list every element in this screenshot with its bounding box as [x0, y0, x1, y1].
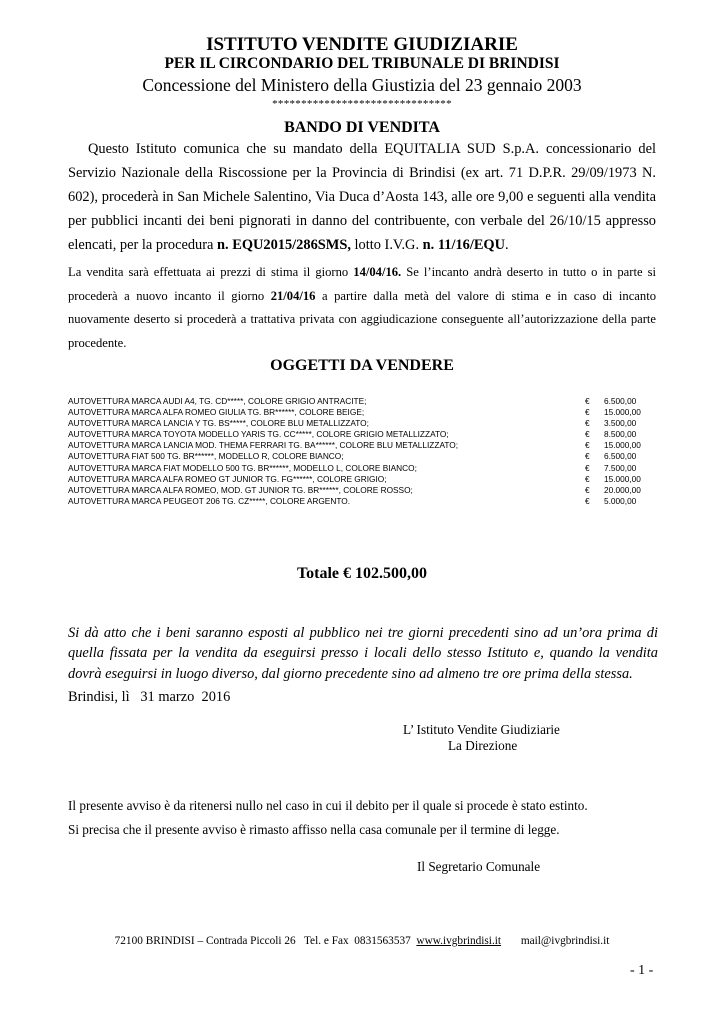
item-price: 8.500,00: [604, 429, 637, 440]
place-and-date: Brindisi, lì 31 marzo 2016: [68, 689, 231, 705]
item-price: 15.000,00: [604, 407, 641, 418]
item-currency: €: [585, 440, 590, 451]
lotto-code: n. 11/16/EQU: [422, 237, 506, 253]
item-price: 7.500,00: [604, 462, 637, 473]
item-description: AUTOVETTURA MARCA ALFA ROMEO GIULIA TG. BR******, COLORE BEIGE;: [68, 407, 365, 418]
item-currency: €: [585, 407, 590, 418]
item-currency: €: [585, 495, 590, 506]
list-item: [68, 429, 648, 440]
item-description: AUTOVETTURA MARCA TOYOTA MODELLO YARIS TG. CC*****, COLORE GRIGIO METALLIZZATO;: [68, 429, 449, 440]
item-description: AUTOVETTURA MARCA FIAT MODELLO 500 TG. BR******, MODELLO L, COLORE BIANCO;: [68, 462, 417, 473]
item-price: 15.000,00: [604, 473, 641, 484]
header-separator: *******************************: [272, 98, 452, 110]
header-subtitle: PER IL CIRCONDARIO DEL TRIBUNALE DI BRINDISI: [164, 55, 560, 72]
total-amount: Totale € 102.500,00: [296, 565, 428, 582]
item-description: AUTOVETTURA MARCA ALFA ROMEO, MOD. GT JUNIOR TG. BR******, COLORE ROSSO;: [68, 484, 413, 495]
item-description: AUTOVETTURA MARCA LANCIA MOD. THEMA FERRARI TG. BA******, COLORE BLU METALLIZZATO;: [68, 440, 459, 451]
footer-address: 72100 BRINDISI – Contrada Piccoli 26 Tel. e Fax 0831563537: [114, 935, 417, 947]
list-item: [68, 463, 648, 474]
item-description: AUTOVETTURA MARCA PEUGEOT 206 TG. CZ*****, COLORE ARGENTO.: [68, 495, 351, 506]
header-title: ISTITUTO VENDITE GIUDIZIARIE: [206, 34, 518, 55]
list-item: [68, 418, 648, 429]
item-currency: €: [585, 462, 590, 473]
bando-paragraph-2: [68, 261, 656, 356]
list-item: [68, 440, 648, 451]
para2-part-c: a partire dalla metà del valore di stima e in caso di incanto nuovamente deserto si procederà a trattativa privata con aggiudicazione conseguente all’autorizzazione della parte procedente.: [68, 288, 656, 351]
item-description: AUTOVETTURA MARCA LANCIA Y TG. BS*****, COLORE BLU METALLIZZATO;: [68, 418, 369, 429]
avviso-line-2: Si precisa che il presente avviso è rimasto affisso nella casa comunale per il termine di legge.: [68, 822, 560, 837]
header-concession: Concessione del Ministero della Giustizia del 23 gennaio 2003: [142, 75, 582, 95]
list-item: [68, 496, 648, 507]
page-number: - 1 -: [630, 963, 654, 978]
website-link[interactable]: www.ivgbrindisi.it: [416, 935, 502, 947]
item-description: AUTOVETTURA MARCA AUDI A4, TG. CD*****, COLORE GRIGIO ANTRACITE;: [68, 396, 367, 406]
item-currency: €: [585, 473, 590, 484]
item-price: 15.000,00: [604, 440, 641, 451]
oggetti-title: OGGETTI DA VENDERE: [270, 357, 454, 374]
items-list: [68, 396, 648, 507]
para1-end: .: [505, 237, 509, 253]
item-price: 5.000,00: [604, 495, 637, 506]
signature-institute: L’ Istituto Vendite Giudiziarie: [403, 722, 560, 737]
item-currency: €: [585, 418, 590, 429]
list-item: [68, 396, 648, 407]
bando-para1-text: Questo Istituto comunica che su mandato della EQUITALIA SUD S.p.A. concessionario del Servizio Nazionale della Riscossione per la Provincia di Brindisi (ex art. 71 D.P.R. 29/09/1973 N. 602), procederà in San Michele Salentino, Via Duca d’Aosta 143, alle ore 9,00 e seguenti alla vendita per pubblici incanti dei beni pignorati in danno del contribuente, con verbale del 26/10/15 appresso elencati, per la procedura: [68, 141, 656, 253]
list-item: [68, 407, 648, 418]
item-price: 6.500,00: [604, 396, 637, 406]
item-currency: €: [585, 429, 590, 440]
para2-part-a: La vendita sarà effettuata ai prezzi di stima il giorno: [68, 265, 354, 279]
sale-date-1: 14/04/16.: [353, 265, 402, 279]
para2-part-b: Se l’incanto andrà deserto in tutto o in parte si procederà a nuovo incanto il giorno: [68, 265, 656, 303]
avviso-line-1: Il presente avviso è da ritenersi nullo nel caso in cui il debito per il quale si procede è stato estinto.: [68, 798, 588, 813]
list-item: [68, 474, 648, 485]
item-description: AUTOVETTURA FIAT 500 TG. BR******, MODELLO R, COLORE BIANCO;: [68, 451, 344, 462]
list-item: [68, 451, 648, 462]
item-price: 3.500,00: [604, 418, 637, 429]
email-link[interactable]: mail@ivgbrindisi.it: [520, 935, 610, 947]
item-description: AUTOVETTURA MARCA ALFA ROMEO GT JUNIOR TG. FG******, COLORE GRIGIO;: [68, 473, 387, 484]
lotto-text: lotto I.V.G.: [350, 237, 423, 253]
item-price: 20.000,00: [604, 484, 641, 495]
footer-spacer: [501, 935, 521, 947]
item-currency: €: [585, 451, 590, 462]
sale-date-2: 21/04/16: [270, 288, 316, 303]
procedura-code: n. EQU2015/286SMS,: [217, 237, 351, 253]
bando-paragraph-1: [68, 137, 656, 257]
exposure-notice: Si dà atto che i beni saranno esposti al pubblico nei tre giorni precedenti sino ad un’ora prima di quella fissata per la vendita da eseguirsi presso i locali dello stesso Istituto e, quando la vendita dovrà eseguirsi in luogo diverso, dal giorno precedente sino ad almeno tre ore prima della stessa.: [68, 625, 658, 682]
item-currency: €: [585, 396, 590, 406]
list-item: [68, 485, 648, 496]
bando-title: BANDO DI VENDITA: [284, 119, 440, 136]
signature-direction: La Direzione: [448, 738, 518, 753]
item-price: 6.500,00: [604, 451, 637, 462]
item-currency: €: [585, 484, 590, 495]
footer: [0, 935, 724, 947]
segretario-signature: Il Segretario Comunale: [417, 859, 541, 874]
